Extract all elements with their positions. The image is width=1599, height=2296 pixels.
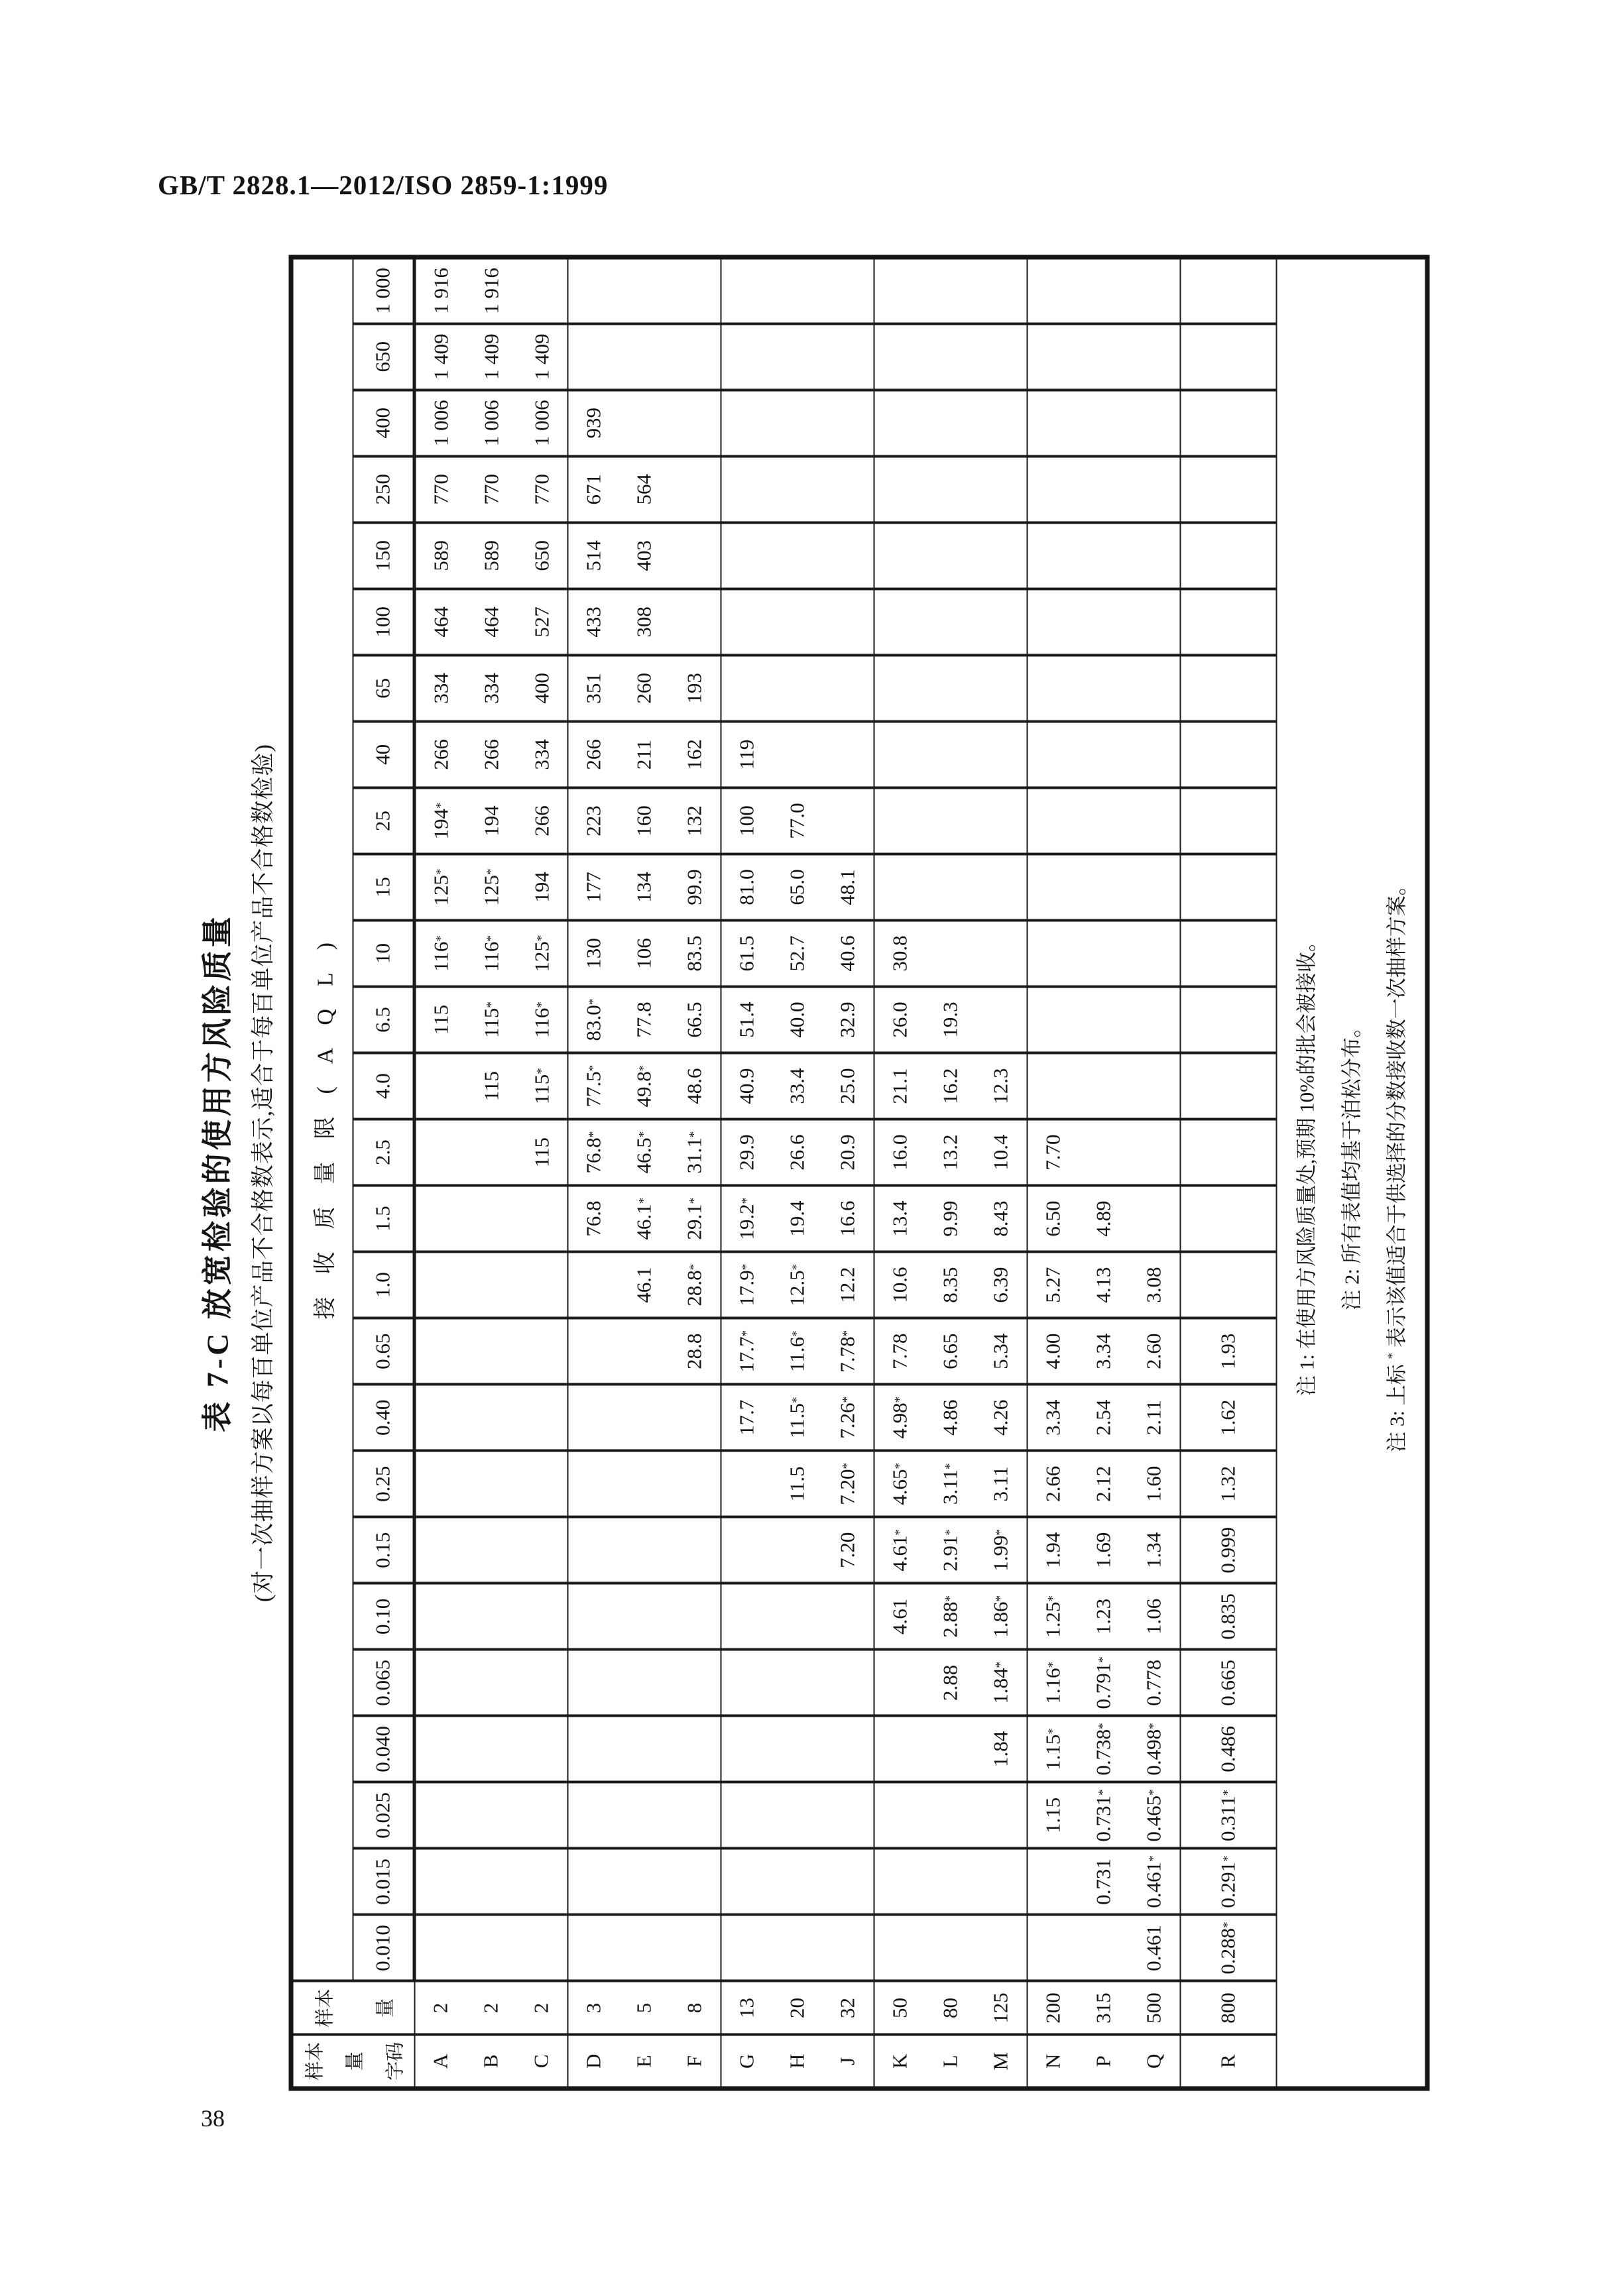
quality-value-cell: 0.731 0.461 *	[1027, 1849, 1180, 1915]
quality-value-cell	[414, 1451, 567, 1517]
quality-value-cell	[1027, 1053, 1180, 1119]
aql-column-label: 0.65	[353, 1318, 414, 1385]
quality-value-cell: 1.15 * 0.738 * 0.498 *	[1027, 1716, 1180, 1782]
quality-value-cell	[567, 1517, 721, 1583]
quality-value-cell: 7.20	[721, 1517, 874, 1583]
aql-column-label: 0.015	[353, 1849, 414, 1915]
quality-value-cell	[414, 1186, 567, 1252]
quality-value-cell	[874, 257, 1027, 323]
note-line: 注 1: 在使用方风险质量处,预期 10%的批会被接收。	[1295, 931, 1319, 1396]
quality-value-cell	[1027, 921, 1180, 987]
quality-value-cell: 1 006 1 006 1 006	[414, 390, 567, 456]
quality-value-cell	[721, 1782, 874, 1849]
quality-value-cell	[567, 1915, 721, 1981]
quality-value-cell	[721, 1915, 874, 1981]
quality-value-cell: 21.1 16.2 12.3	[874, 1053, 1027, 1119]
quality-value-cell: 514 403	[567, 522, 721, 589]
quality-value-cell	[567, 1782, 721, 1849]
quality-value-cell: 26.0 19.3	[874, 987, 1027, 1053]
quality-value-cell	[1180, 1186, 1276, 1252]
quality-value-cell	[414, 1782, 567, 1849]
quality-value-cell: 119	[721, 721, 874, 787]
quality-value-cell	[1180, 1252, 1276, 1318]
aql-column-label: 0.010	[353, 1915, 414, 1981]
quality-value-cell: 1.93	[1180, 1318, 1276, 1385]
aql-column-label: 1 000	[353, 257, 414, 323]
header-row-1	[291, 257, 353, 2089]
sample-size-cell: 50 80 125	[874, 1981, 1027, 2035]
quality-value-cell: 115 115 *	[414, 1053, 567, 1119]
sample-size-code-cell: G H J	[721, 2035, 874, 2089]
aql-label-row	[353, 257, 414, 2089]
quality-value-cell: 334 334 400	[414, 655, 567, 721]
quality-value-cell: 1 916 1 916	[414, 257, 567, 323]
quality-value-cell	[414, 1849, 567, 1915]
quality-value-cell: 939	[567, 390, 721, 456]
sample-size-code-cell: R	[1180, 2035, 1276, 2089]
sample-size-code-cell: K L M	[874, 2035, 1027, 2089]
quality-value-cell	[1027, 522, 1180, 589]
quality-value-cell: 1 409 1 409 1 409	[414, 323, 567, 390]
quality-value-cell	[1180, 456, 1276, 522]
quality-value-cell: 16.0 13.2 10.4	[874, 1119, 1027, 1186]
quality-value-cell: 4.61 2.88 * 1.86 *	[874, 1583, 1027, 1650]
quality-value-cell: 1.32	[1180, 1451, 1276, 1517]
quality-value-cell: 433 308	[567, 589, 721, 655]
quality-value-cell: 76.8 * 46.5 * 31.1 *	[567, 1119, 721, 1186]
quality-value-cell	[1027, 787, 1180, 854]
quality-value-cell	[721, 323, 874, 390]
quality-value-cell	[874, 1915, 1027, 1981]
quality-value-cell: 5.27 4.13 3.08	[1027, 1252, 1180, 1318]
aql-column-label: 4.0	[353, 1053, 414, 1119]
quality-value-cell	[1180, 522, 1276, 589]
quality-value-cell: 223 160 132	[567, 787, 721, 854]
quality-value-cell	[1180, 1053, 1276, 1119]
sample-size-cell: 2 2 2	[414, 1981, 567, 2035]
quality-value-cell	[567, 1650, 721, 1716]
size-column-header: 样本 量	[291, 1981, 414, 2035]
aql-span-header: 接收质量限(AQL)	[291, 257, 353, 1981]
quality-value-cell: 81.0 65.0 48.1	[721, 854, 874, 920]
quality-value-cell: 46.1 28.8 *	[567, 1252, 721, 1318]
quality-value-cell: 130 106 83.5	[567, 921, 721, 987]
quality-value-cell	[1180, 589, 1276, 655]
quality-value-cell	[1027, 589, 1180, 655]
quality-value-cell	[1027, 655, 1180, 721]
aql-column-label: 250	[353, 456, 414, 522]
quality-value-cell	[414, 1385, 567, 1451]
notes-row	[1276, 257, 1427, 2089]
quality-value-cell	[1027, 854, 1180, 920]
aql-column-label: 650	[353, 323, 414, 390]
quality-value-cell	[1180, 390, 1276, 456]
quality-value-cell: 7.78 6.65 5.34	[874, 1318, 1027, 1385]
code-group-row	[874, 257, 1027, 2089]
quality-value-cell	[721, 522, 874, 589]
aql-column-label: 0.040	[353, 1716, 414, 1782]
quality-value-cell	[567, 1385, 721, 1451]
quality-value-cell: 19.2 * 19.4 16.6	[721, 1186, 874, 1252]
sample-size-cell: 200 315 500	[1027, 1981, 1180, 2035]
quality-value-cell: 51.4 40.0 32.9	[721, 987, 874, 1053]
aql-column-label: 0.025	[353, 1782, 414, 1849]
quality-value-cell	[1027, 323, 1180, 390]
quality-value-cell	[721, 257, 874, 323]
quality-value-cell	[567, 1451, 721, 1517]
code-group-row	[721, 257, 874, 2089]
quality-value-cell	[414, 1318, 567, 1385]
quality-value-cell: 464 464 527	[414, 589, 567, 655]
quality-value-cell	[874, 456, 1027, 522]
code-group-row	[1027, 257, 1180, 2089]
quality-value-cell: 1.15 0.731 * 0.465 *	[1027, 1782, 1180, 1849]
quality-value-cell	[721, 1650, 874, 1716]
quality-value-cell: 194 * 194 266	[414, 787, 567, 854]
sample-size-cell: 3 5 8	[567, 1981, 721, 2035]
quality-value-cell	[1180, 721, 1276, 787]
quality-value-cell: 4.00 3.34 2.60	[1027, 1318, 1180, 1385]
quality-value-cell	[414, 1915, 567, 1981]
quality-value-cell: 1.62	[1180, 1385, 1276, 1451]
quality-value-cell: 11.5 7.20 *	[721, 1451, 874, 1517]
standard-number-header: GB/T 2828.1—2012/ISO 2859-1:1999	[158, 170, 609, 200]
quality-value-cell	[1180, 787, 1276, 854]
quality-value-cell	[567, 1716, 721, 1782]
quality-value-cell	[721, 390, 874, 456]
quality-value-cell	[1027, 987, 1180, 1053]
quality-value-cell	[721, 456, 874, 522]
quality-value-cell	[414, 1252, 567, 1318]
quality-value-cell: 115	[414, 1119, 567, 1186]
quality-value-cell: 0.461	[1027, 1915, 1180, 1981]
quality-value-cell	[1180, 987, 1276, 1053]
sampling-table	[289, 255, 1430, 2091]
aql-column-label: 100	[353, 589, 414, 655]
quality-value-cell: 2.88 1.84 *	[874, 1650, 1027, 1716]
quality-value-cell: 17.7 11.5 * 7.26 *	[721, 1385, 874, 1451]
quality-value-cell: 0.288 *	[1180, 1915, 1276, 1981]
aql-column-label: 0.40	[353, 1385, 414, 1451]
quality-value-cell	[721, 655, 874, 721]
code-column-header: 样本 量 字码	[291, 2035, 414, 2089]
quality-value-cell: 0.311 *	[1180, 1782, 1276, 1849]
note-line: 注 3: 上标 * 表示该值适合于供选择的分数接收数一次抽样方案。	[1385, 875, 1409, 1452]
quality-value-cell: 30.8	[874, 921, 1027, 987]
page-number: 38	[201, 2105, 225, 2132]
aql-column-label: 0.10	[353, 1583, 414, 1650]
sample-size-code-cell: D E F	[567, 2035, 721, 2089]
quality-value-cell: 10.6 8.35 6.39	[874, 1252, 1027, 1318]
aql-column-label: 6.5	[353, 987, 414, 1053]
quality-value-cell: 2.66 2.12 1.60	[1027, 1451, 1180, 1517]
quality-value-cell: 17.9 * 12.5 * 12.2	[721, 1252, 874, 1318]
aql-column-label: 0.25	[353, 1451, 414, 1517]
quality-value-cell: 266 266 334	[414, 721, 567, 787]
quality-value-cell	[567, 323, 721, 390]
quality-value-cell: 3.34 2.54 2.11	[1027, 1385, 1180, 1451]
aql-column-label: 40	[353, 721, 414, 787]
quality-value-cell	[414, 1517, 567, 1583]
quality-value-cell: 1.94 1.69 1.34	[1027, 1517, 1180, 1583]
quality-value-cell: 177 134 99.9	[567, 854, 721, 920]
note-line: 注 2: 所有表值均基于泊松分布。	[1340, 1017, 1364, 1310]
quality-value-cell	[1180, 1119, 1276, 1186]
quality-value-cell: 77.5 * 49.8 * 48.6	[567, 1053, 721, 1119]
quality-value-cell: 0.486	[1180, 1716, 1276, 1782]
code-group-row	[414, 257, 567, 2089]
aql-column-label: 15	[353, 854, 414, 920]
quality-value-cell: 7.70	[1027, 1119, 1180, 1186]
quality-value-cell	[874, 323, 1027, 390]
quality-value-cell: 589 589 650	[414, 522, 567, 589]
aql-column-label: 400	[353, 390, 414, 456]
quality-value-cell: 770 770 770	[414, 456, 567, 522]
quality-value-cell: 351 260 193	[567, 655, 721, 721]
quality-value-cell: 40.9 33.4 25.0	[721, 1053, 874, 1119]
quality-value-cell	[874, 390, 1027, 456]
quality-value-cell	[721, 589, 874, 655]
quality-value-cell: 6.50 4.89	[1027, 1186, 1180, 1252]
quality-value-cell	[874, 787, 1027, 854]
aql-column-label: 150	[353, 522, 414, 589]
code-group-row	[1180, 257, 1276, 2089]
aql-column-label: 25	[353, 787, 414, 854]
quality-value-cell: 115 115 * 116 *	[414, 987, 567, 1053]
quality-value-cell	[414, 1716, 567, 1782]
aql-column-label: 0.15	[353, 1517, 414, 1583]
quality-value-cell: 17.7 * 11.6 * 7.78 *	[721, 1318, 874, 1385]
quality-value-cell: 13.4 9.99 8.43	[874, 1186, 1027, 1252]
quality-value-cell: 76.8 46.1 * 29.1 *	[567, 1186, 721, 1252]
aql-column-label: 0.065	[353, 1650, 414, 1716]
quality-value-cell	[874, 1782, 1027, 1849]
quality-value-cell	[874, 721, 1027, 787]
quality-value-cell: 266 211 162	[567, 721, 721, 787]
sample-size-cell: 13 20 32	[721, 1981, 874, 2035]
quality-value-cell	[414, 1583, 567, 1650]
sample-size-cell: 800	[1180, 1981, 1276, 2035]
quality-value-cell: 29.9 26.6 20.9	[721, 1119, 874, 1186]
aql-column-label: 1.0	[353, 1252, 414, 1318]
quality-value-cell	[567, 257, 721, 323]
code-group-row	[567, 257, 721, 2089]
quality-value-cell: 1.16 * 0.791 * 0.778	[1027, 1650, 1180, 1716]
quality-value-cell: 0.999	[1180, 1517, 1276, 1583]
table-subtitle: (对一次抽样方案以每百单位产品不合格数表示,适合于每百单位产品不合格数检验)	[250, 743, 276, 1603]
quality-value-cell: 83.0 * 77.8 66.5	[567, 987, 721, 1053]
quality-value-cell	[874, 655, 1027, 721]
aql-column-label: 2.5	[353, 1119, 414, 1186]
quality-value-cell	[1027, 390, 1180, 456]
quality-value-cell	[874, 522, 1027, 589]
quality-value-cell	[874, 589, 1027, 655]
quality-value-cell	[567, 1849, 721, 1915]
aql-column-label: 65	[353, 655, 414, 721]
rotated-table-block	[192, 255, 1429, 2092]
quality-value-cell: 100 77.0	[721, 787, 874, 854]
quality-value-cell: 671 564	[567, 456, 721, 522]
aql-column-label: 10	[353, 921, 414, 987]
quality-value-cell: 1.25 * 1.23 1.06	[1027, 1583, 1180, 1650]
quality-value-cell	[1180, 921, 1276, 987]
quality-value-cell: 4.61 * 2.91 * 1.99 *	[874, 1517, 1027, 1583]
quality-value-cell: 28.8	[567, 1318, 721, 1385]
quality-value-cell	[1027, 721, 1180, 787]
quality-value-cell: 125 * 125 * 194	[414, 854, 567, 920]
quality-value-cell: 116 * 116 * 125 *	[414, 921, 567, 987]
table-body	[291, 257, 1427, 2089]
quality-value-cell	[414, 1650, 567, 1716]
quality-value-cell	[1027, 456, 1180, 522]
notes-cell	[1276, 257, 1427, 2089]
quality-value-cell	[1180, 655, 1276, 721]
quality-value-cell	[1180, 257, 1276, 323]
quality-value-cell: 1.84	[874, 1716, 1027, 1782]
quality-value-cell	[721, 1849, 874, 1915]
table-title: 表 7-C 放宽检验的使用方风险质量	[200, 913, 235, 1432]
quality-value-cell	[1180, 854, 1276, 920]
quality-value-cell: 0.291 *	[1180, 1849, 1276, 1915]
sample-size-code-cell: N P Q	[1027, 2035, 1180, 2089]
quality-value-cell	[1180, 323, 1276, 390]
quality-value-cell	[1027, 257, 1180, 323]
quality-value-cell	[874, 854, 1027, 920]
quality-value-cell: 4.65 * 3.11 * 3.11	[874, 1451, 1027, 1517]
aql-column-label: 1.5	[353, 1186, 414, 1252]
quality-value-cell	[721, 1716, 874, 1782]
quality-value-cell	[567, 1583, 721, 1650]
quality-value-cell: 0.835	[1180, 1583, 1276, 1650]
quality-value-cell: 61.5 52.7 40.6	[721, 921, 874, 987]
quality-value-cell: 0.665	[1180, 1650, 1276, 1716]
quality-value-cell	[874, 1849, 1027, 1915]
quality-value-cell: 4.98 * 4.86 4.26	[874, 1385, 1027, 1451]
sample-size-code-cell: A B C	[414, 2035, 567, 2089]
quality-value-cell	[721, 1583, 874, 1650]
